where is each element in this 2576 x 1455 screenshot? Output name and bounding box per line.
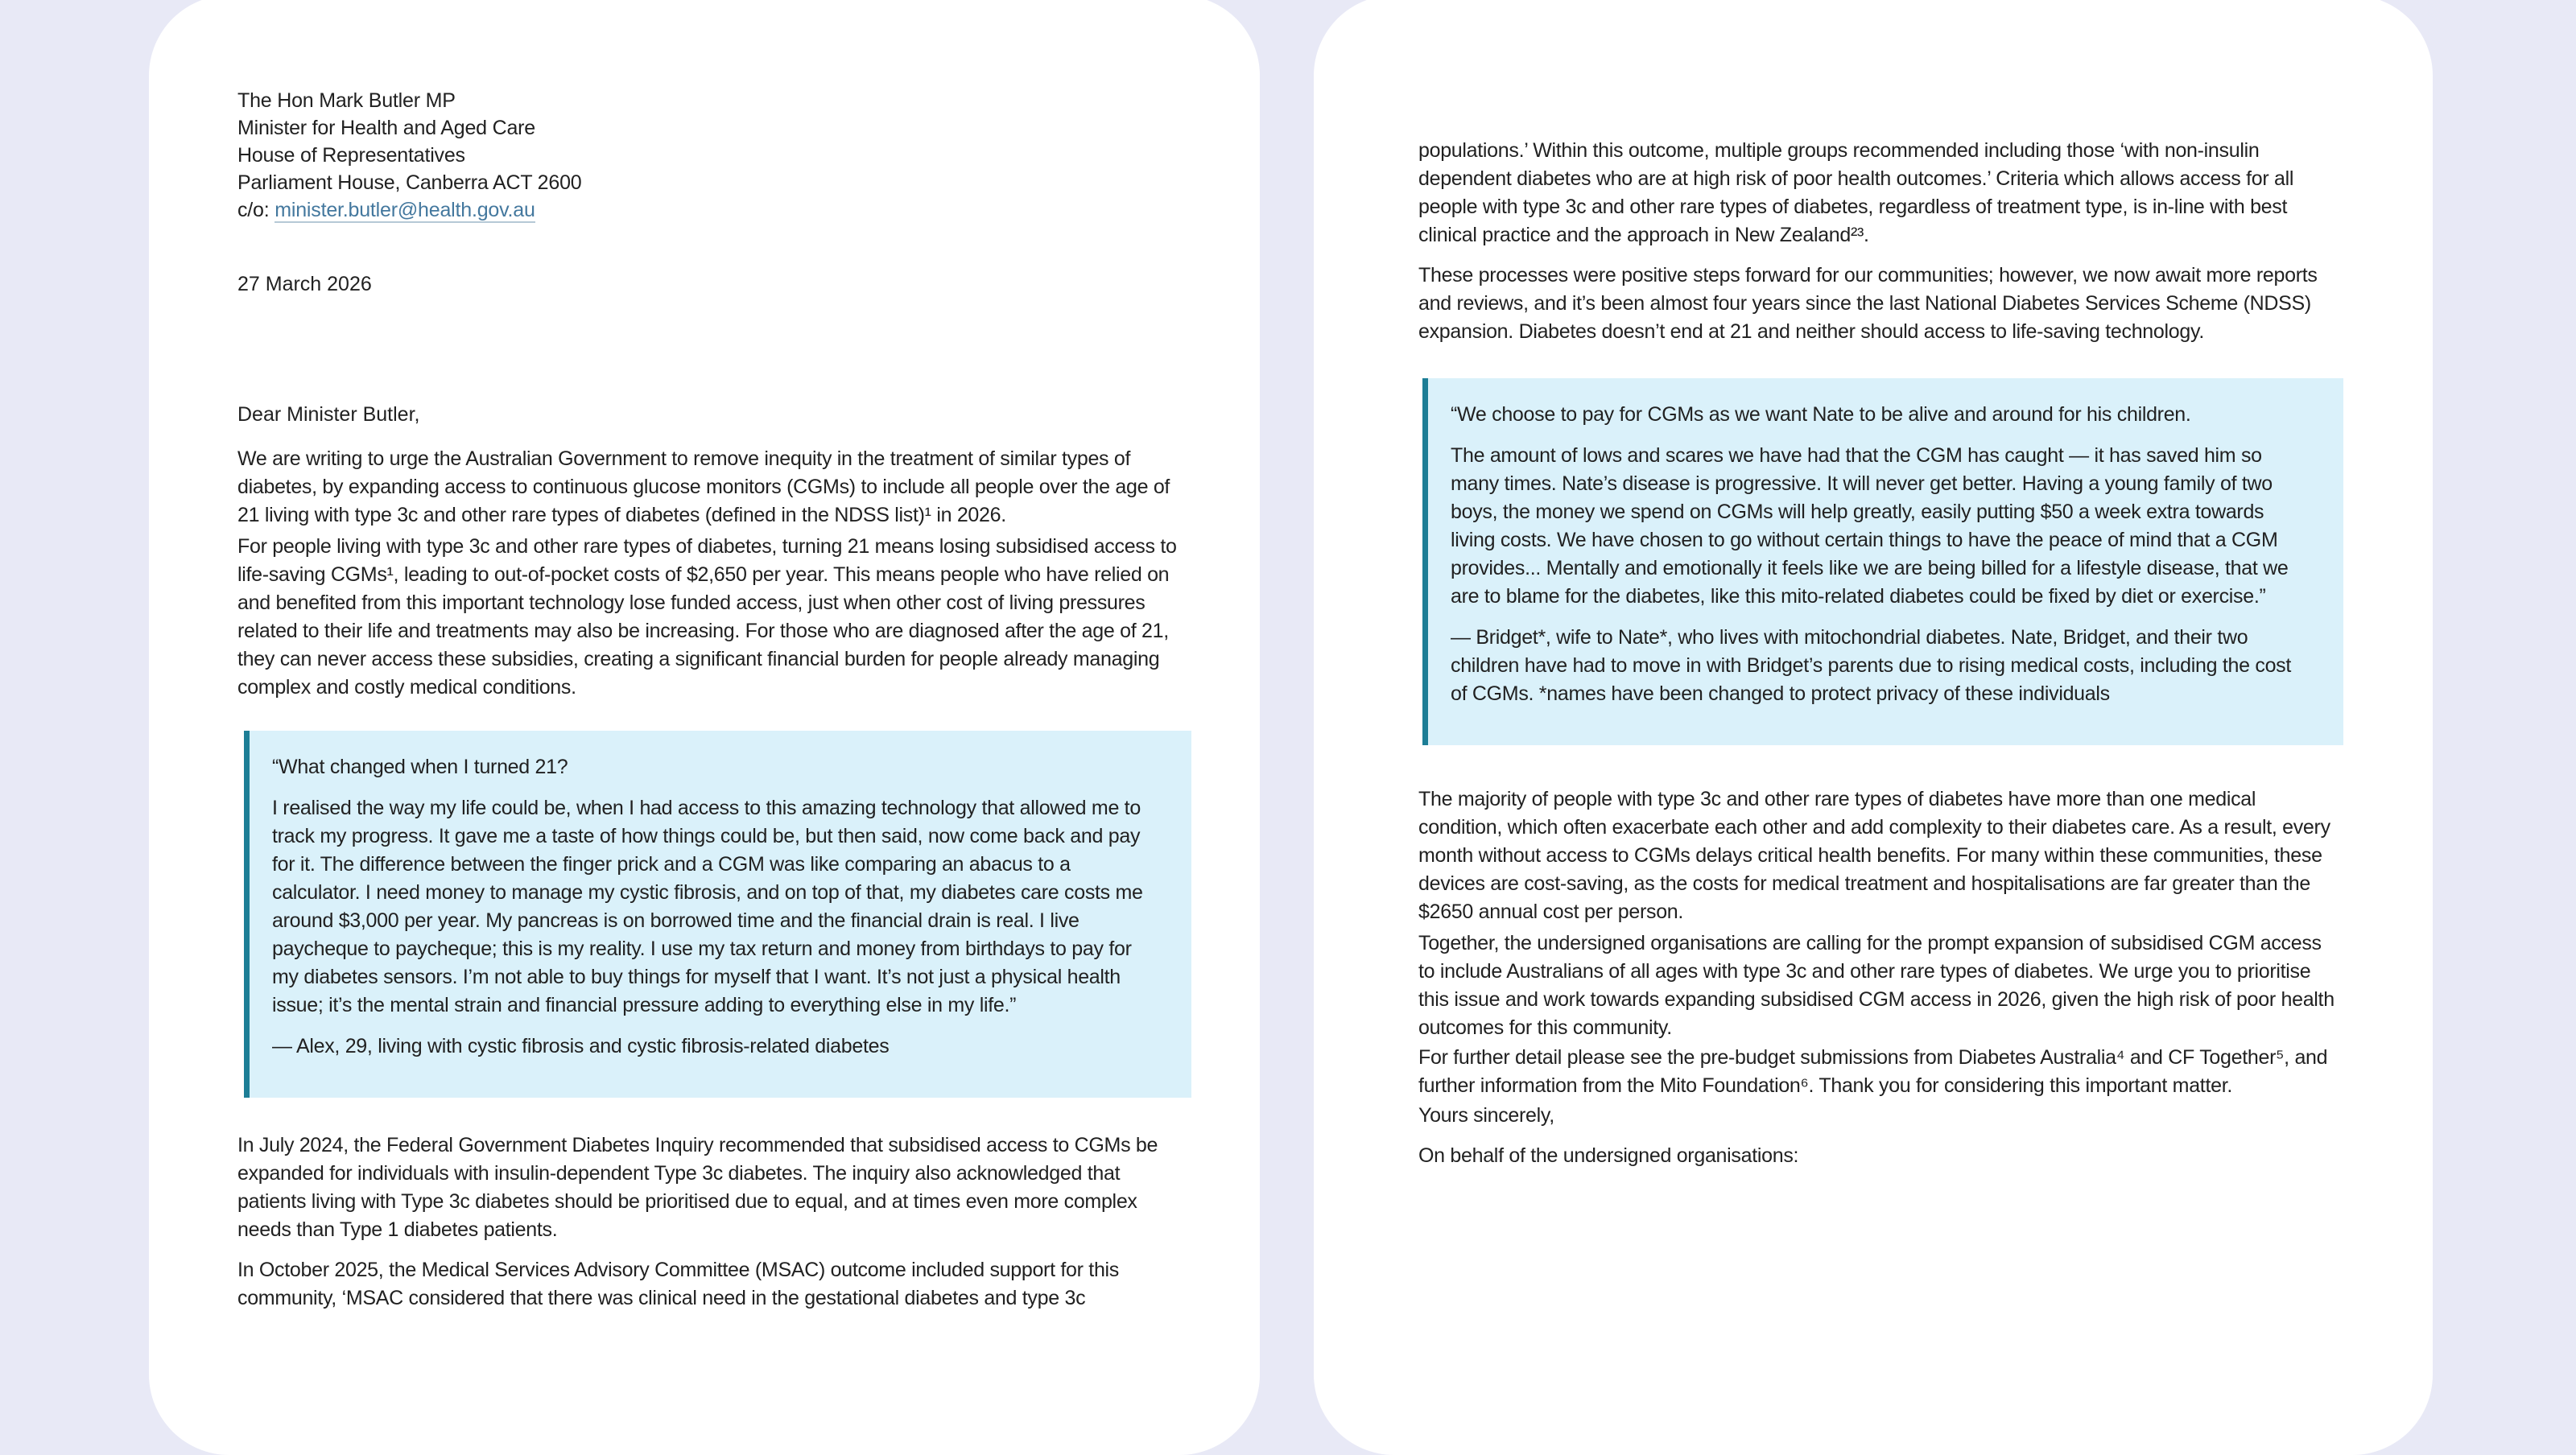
paragraph-diabetes-inquiry: In July 2024, the Federal Government Diabetes Inquiry recommended that subsidised access to CGMs be expanded for individuals with insulin-dependent Type 3c diabetes. The inquiry also acknowledged that patients living with Type 3c diabetes should be prioritised due to equal, and at times even more complex needs than Type 1 diabetes patients. [237,1134,1158,1241]
quote-attribution: — Alex, 29, living with cystic fibrosis and cystic fibrosis-related diabetes [272,1035,890,1057]
quote-body: The amount of lows and scares we have had that the CGM has caught — it has saved him so many times. Nate’s disease is progressive. It will never get better. Having a young family of two boys, the money we spend on CGMs will help greatly, easily putting $50 a week extra towards living costs. We have chosen to go without certain things to have the peace of mind that a CGM provides... Mentally and emotionally it feels like we are being billed for a lifestyle disease, that we are to blame for the diabetes, like this mito-related diabetes could be fixed by diet or exercise.” [1451,444,2289,608]
recipient-line: Minister for Health and Aged Care [237,117,535,139]
salutation: Dear Minister Butler, [237,403,420,426]
quote-box-bridget [1422,378,2343,745]
paragraph-comorbidities: The majority of people with type 3c and other rare types of diabetes have more than one medical condition, which often exacerbate each other and add complexity to their diabetes care. As a result, every month without access to CGMs delays critical health benefits. For many within these communities, these devices are cost-saving, as the costs for medical treatment and hospitalisations are far greater than the $2650 annual cost per person. [1418,788,2330,923]
letter-page-2 [1314,0,2433,1455]
quote-heading: “What changed when I turned 21? [272,756,568,778]
recipient-line: Parliament House, Canberra ACT 2600 [237,171,582,194]
on-behalf-line: On behalf of the undersigned organisations: [1418,1144,1799,1167]
letter-page-1 [149,0,1260,1455]
paragraph-msac: In October 2025, the Medical Services Advisory Committee (MSAC) outcome included support for this community, ‘MSAC considered that there was clinical need in the gestational diabetes and type 3c [237,1259,1119,1309]
letter-date: 27 March 2026 [237,273,372,295]
closing-line: Yours sincerely, [1418,1104,1554,1127]
recipient-line: The Hon Mark Butler MP [237,89,456,112]
paragraph-cost-burden: For people living with type 3c and other rare types of diabetes, turning 21 means losing subsidised access to life-saving CGMs¹, leading to out-of-pocket costs of $2,650 per year. This means people who have relied on and benefited from this important technology lose funded access, just when other cost of living pressures related to their life and treatments may also be increasing. For those who are diagnosed after the age of 21, they can never access these subsidies, creating a significant financial burden for people already managing complex and costly medical conditions. [237,535,1177,699]
quote-heading: “We choose to pay for CGMs as we want Nate to be alive and around for his children. [1451,403,2191,426]
paragraph-msac-continued: populations.’ Within this outcome, multiple groups recommended including those ‘with non-insulin dependent diabetes who are at high risk of poor health outcomes.’ Criteria which allows access for all people with type 3c and other rare types of diabetes, regardless of treatment type, is in-line with best clinical practice and the approach in New Zealand²³. [1418,139,2294,246]
quote-body: I realised the way my life could be, when I had access to this amazing technology that allowed me to track my progress. It gave me a taste of how things could be, but then said, now come back and pay for it. The difference between the finger prick and a CGM was like comparing an abacus to a calculator. I need money to manage my cystic fibrosis, and on top of that, my diabetes care costs me around $3,000 per year. My pancreas is on borrowed time and the financial drain is real. I live paycheque to paycheque; this is my reality. I use my tax return and money from birthdays to pay for my diabetes sensors. I’m not able to buy things for myself that I want. It’s not just a physical health issue; it’s the mental strain and financial pressure adding to everything else in my life.” [272,797,1143,1016]
quote-box-alex [244,731,1191,1098]
quote-attribution: — Bridget*, wife to Nate*, who lives with mitochondrial diabetes. Nate, Bridget, and their two children have had to move in with Bridget’s parents due to rising medical costs, including the cost of CGMs. *names have been changed to protect privacy of these individuals [1451,626,2292,705]
paragraph-intro: We are writing to urge the Australian Government to remove inequity in the treatment of similar types of diabetes, by expanding access to continuous glucose monitors (CGMs) to include all people over the age of 21 living with type 3c and other rare types of diabetes (defined in the NDSS list)¹ in 2026. [237,447,1170,526]
recipient-block [237,87,1179,224]
recipient-line: House of Representatives [237,144,465,167]
minister-email-link[interactable]: minister.butler@health.gov.au [275,199,535,221]
paragraph-ndss-expansion: These processes were positive steps forward for our communities; however, we now await more reports and reviews, and it’s been almost four years since the last National Diabetes Services Scheme (NDSS) expansion. Diabetes doesn’t end at 21 and neither should access to life-saving technology. [1418,264,2318,343]
paragraph-further-detail: For further detail please see the pre-budget submissions from Diabetes Australia⁴ and CF Together⁵, and further information from the Mito Foundation⁶. Thank you for considering this important matter. [1418,1046,2328,1097]
care-of-line [237,196,1179,224]
paragraph-call-to-action: Together, the undersigned organisations are calling for the prompt expansion of subsidised CGM access to include Australians of all ages with type 3c and other rare types of diabetes. We urge you to prioritise this issue and work towards expanding subsidised CGM access in 2026, given the high risk of poor health outcomes for this community. [1418,932,2334,1039]
care-of-prefix: c/o: [237,199,275,221]
